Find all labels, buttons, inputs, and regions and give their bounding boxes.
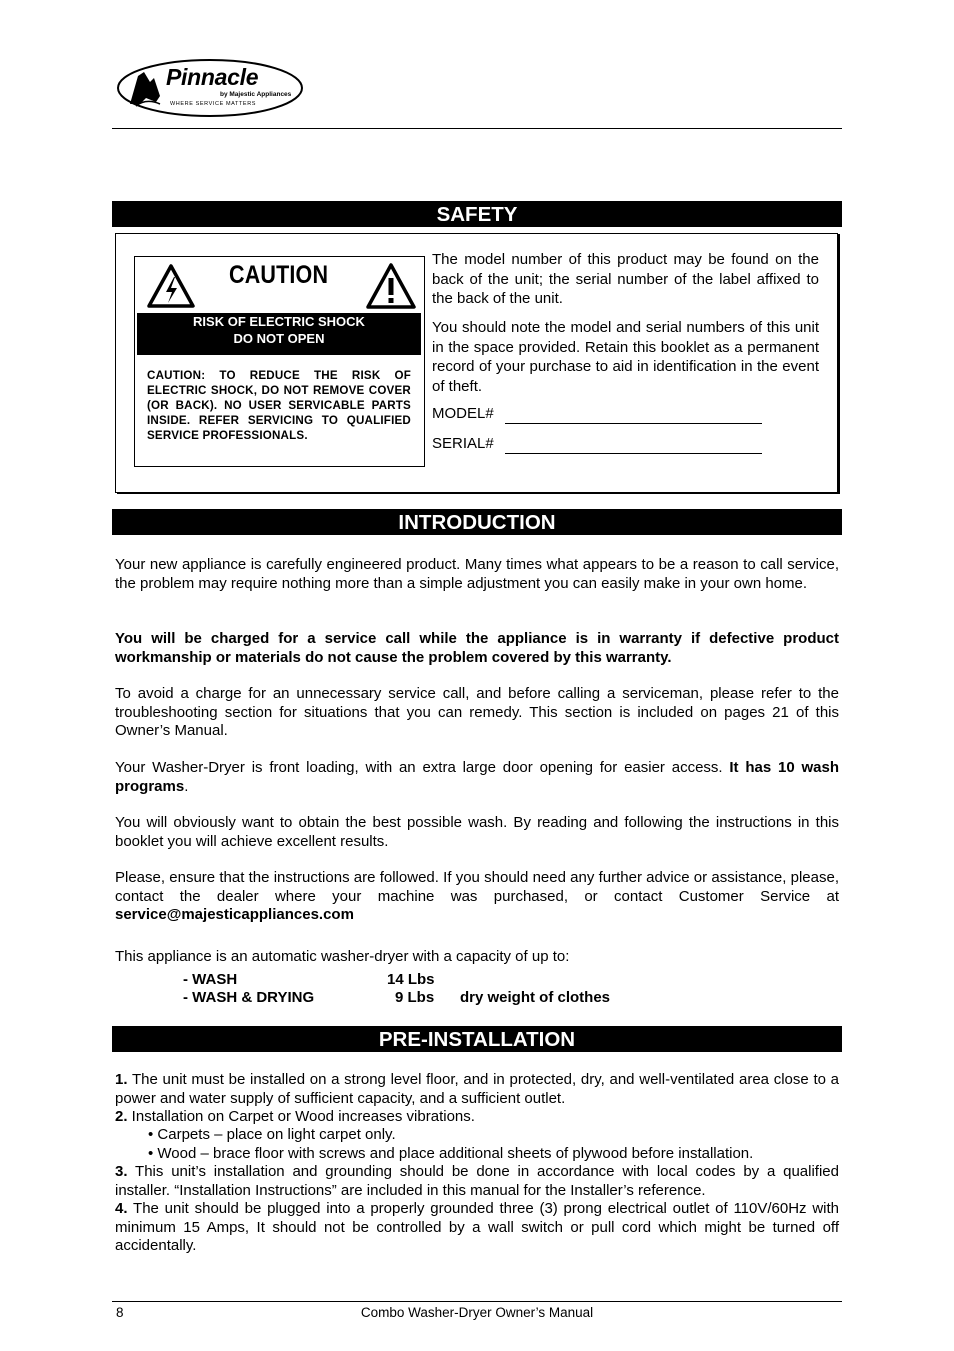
caution-title: CAUTION [229, 261, 329, 289]
preinstall-item-2 [115, 1108, 839, 1127]
serial-label: SERIAL# [432, 435, 494, 452]
wash-programs-emphasis: It has 10 wash programs [115, 759, 839, 795]
item-2-number: 2. [115, 1108, 128, 1125]
intro-p6-text: Please, ensure that the instructions are followed. If you should need any further advice or assistance, please, contact the dealer where your machine was purchased, or contact Customer Service at [115, 869, 839, 905]
capacity-note: dry weight of clothes [460, 989, 611, 1006]
logo-subtext: by Majestic Appliances [220, 91, 292, 98]
logo-wordmark: Pinnacle [166, 64, 259, 90]
page-number: 8 [116, 1305, 124, 1320]
item-1-text: The unit must be installed on a strong level floor, and in protected, dry, and well-ventilated area close to a power and water supply of sufficient capacity, and a sufficient outlet. [115, 1071, 839, 1107]
intro-paragraph-7: This appliance is an automatic washer-dryer with a capacity of up to: [115, 948, 570, 965]
introduction-heading: INTRODUCTION [112, 509, 842, 535]
logo-tagline: WHERE SERVICE MATTERS [170, 101, 257, 107]
intro-paragraph-5: You will obviously want to obtain the best possible wash. By reading and following the instructions in this booklet you will achieve excellent results. [115, 814, 839, 850]
item-3-text: This unit’s installation and grounding should be done in accordance with local codes by a qualified installer. “Installation Instructions” are included in this manual for the Installer’s reference. [115, 1163, 839, 1199]
wood-bullet: • Wood – brace floor with screws and place additional sheets of plywood before installation. [148, 1145, 754, 1162]
safety-heading: SAFETY [112, 201, 842, 227]
service-email-link[interactable]: service@majesticappliances.com [115, 906, 354, 923]
capacity-wash-dry-value: 9 Lbs [395, 989, 435, 1006]
item-1-number: 1. [115, 1071, 128, 1088]
risk-line-2: DO NOT OPEN [233, 330, 325, 346]
intro-paragraph-3: To avoid a charge for an unnecessary service call, and before calling a serviceman, please refer to the troubleshooting section for situations that you can remedy. This section is included on pages 21 of this Owner’s Manual. [115, 685, 839, 739]
intro-paragraph-1: Your new appliance is carefully engineered product. Many times what appears to be a reason to call service, the problem may require nothing more than a simple adjustment you can easily make in your own home. [115, 556, 839, 592]
preinstall-item-1 [115, 1071, 839, 1108]
model-number-blank [505, 423, 762, 424]
carpet-bullet: • Carpets – place on light carpet only. [148, 1126, 396, 1143]
intro-p4-end: . [184, 777, 189, 795]
footer-rule [112, 1301, 842, 1302]
intro-p4-text: Your Washer-Dryer is front loading, with an extra large door opening for easier access. [115, 759, 730, 776]
item-2-text: Installation on Carpet or Wood increases vibrations. [127, 1108, 475, 1125]
preinstallation-heading: PRE-INSTALLATION [112, 1026, 842, 1052]
model-label: MODEL# [432, 405, 494, 422]
brand-logo [116, 58, 304, 118]
preinstall-item-4 [115, 1200, 839, 1256]
model-location-note: The model number of this product may be found on the back of the unit; the serial number of the label affixed to the back of the unit. [432, 251, 819, 307]
preinstall-item-3 [115, 1163, 839, 1200]
capacity-wash-label: - WASH [183, 971, 238, 988]
warranty-charge-notice: You will be charged for a service call while the appliance is in warranty if defective product workmanship or materials do not cause the problem covered by this warranty. [115, 630, 839, 666]
capacity-wash-dry-label: - WASH & DRYING [183, 989, 315, 1006]
caution-text: CAUTION: TO REDUCE THE RISK OF ELECTRIC SHOCK, DO NOT REMOVE COVER (OR BACK). NO USER SERVICABLE PARTS INSIDE. REFER SERVICING TO QUALIFIED SERVICE PROFESSIONALS. [147, 369, 411, 442]
item-3-number: 3. [115, 1163, 128, 1180]
electric-shock-warning-icon [146, 263, 196, 309]
intro-paragraph-6 [115, 869, 839, 925]
capacity-wash-value: 14 Lbs [387, 971, 435, 988]
item-4-text: The unit should be plugged into a properly grounded three (3) prong electrical outlet of 110V/60Hz with minimum 15 Amps, It should not be controlled by a wall switch or pull cord which might be turned off accidentally. [115, 1200, 839, 1254]
record-keeping-note: You should note the model and serial numbers of this unit in the space provided. Retain this booklet as a permanent record of your purchase to aid in identification in the event of theft. [432, 319, 819, 395]
risk-of-shock-band [137, 313, 421, 355]
risk-line-1: RISK OF ELECTRIC SHOCK [193, 314, 365, 329]
exclamation-warning-icon [365, 262, 417, 310]
header-rule [112, 128, 842, 129]
item-4-number: 4. [115, 1200, 128, 1217]
intro-paragraph-4 [115, 759, 839, 796]
manual-title: Combo Washer-Dryer Owner’s Manual [360, 1305, 594, 1320]
serial-number-blank [505, 453, 762, 454]
